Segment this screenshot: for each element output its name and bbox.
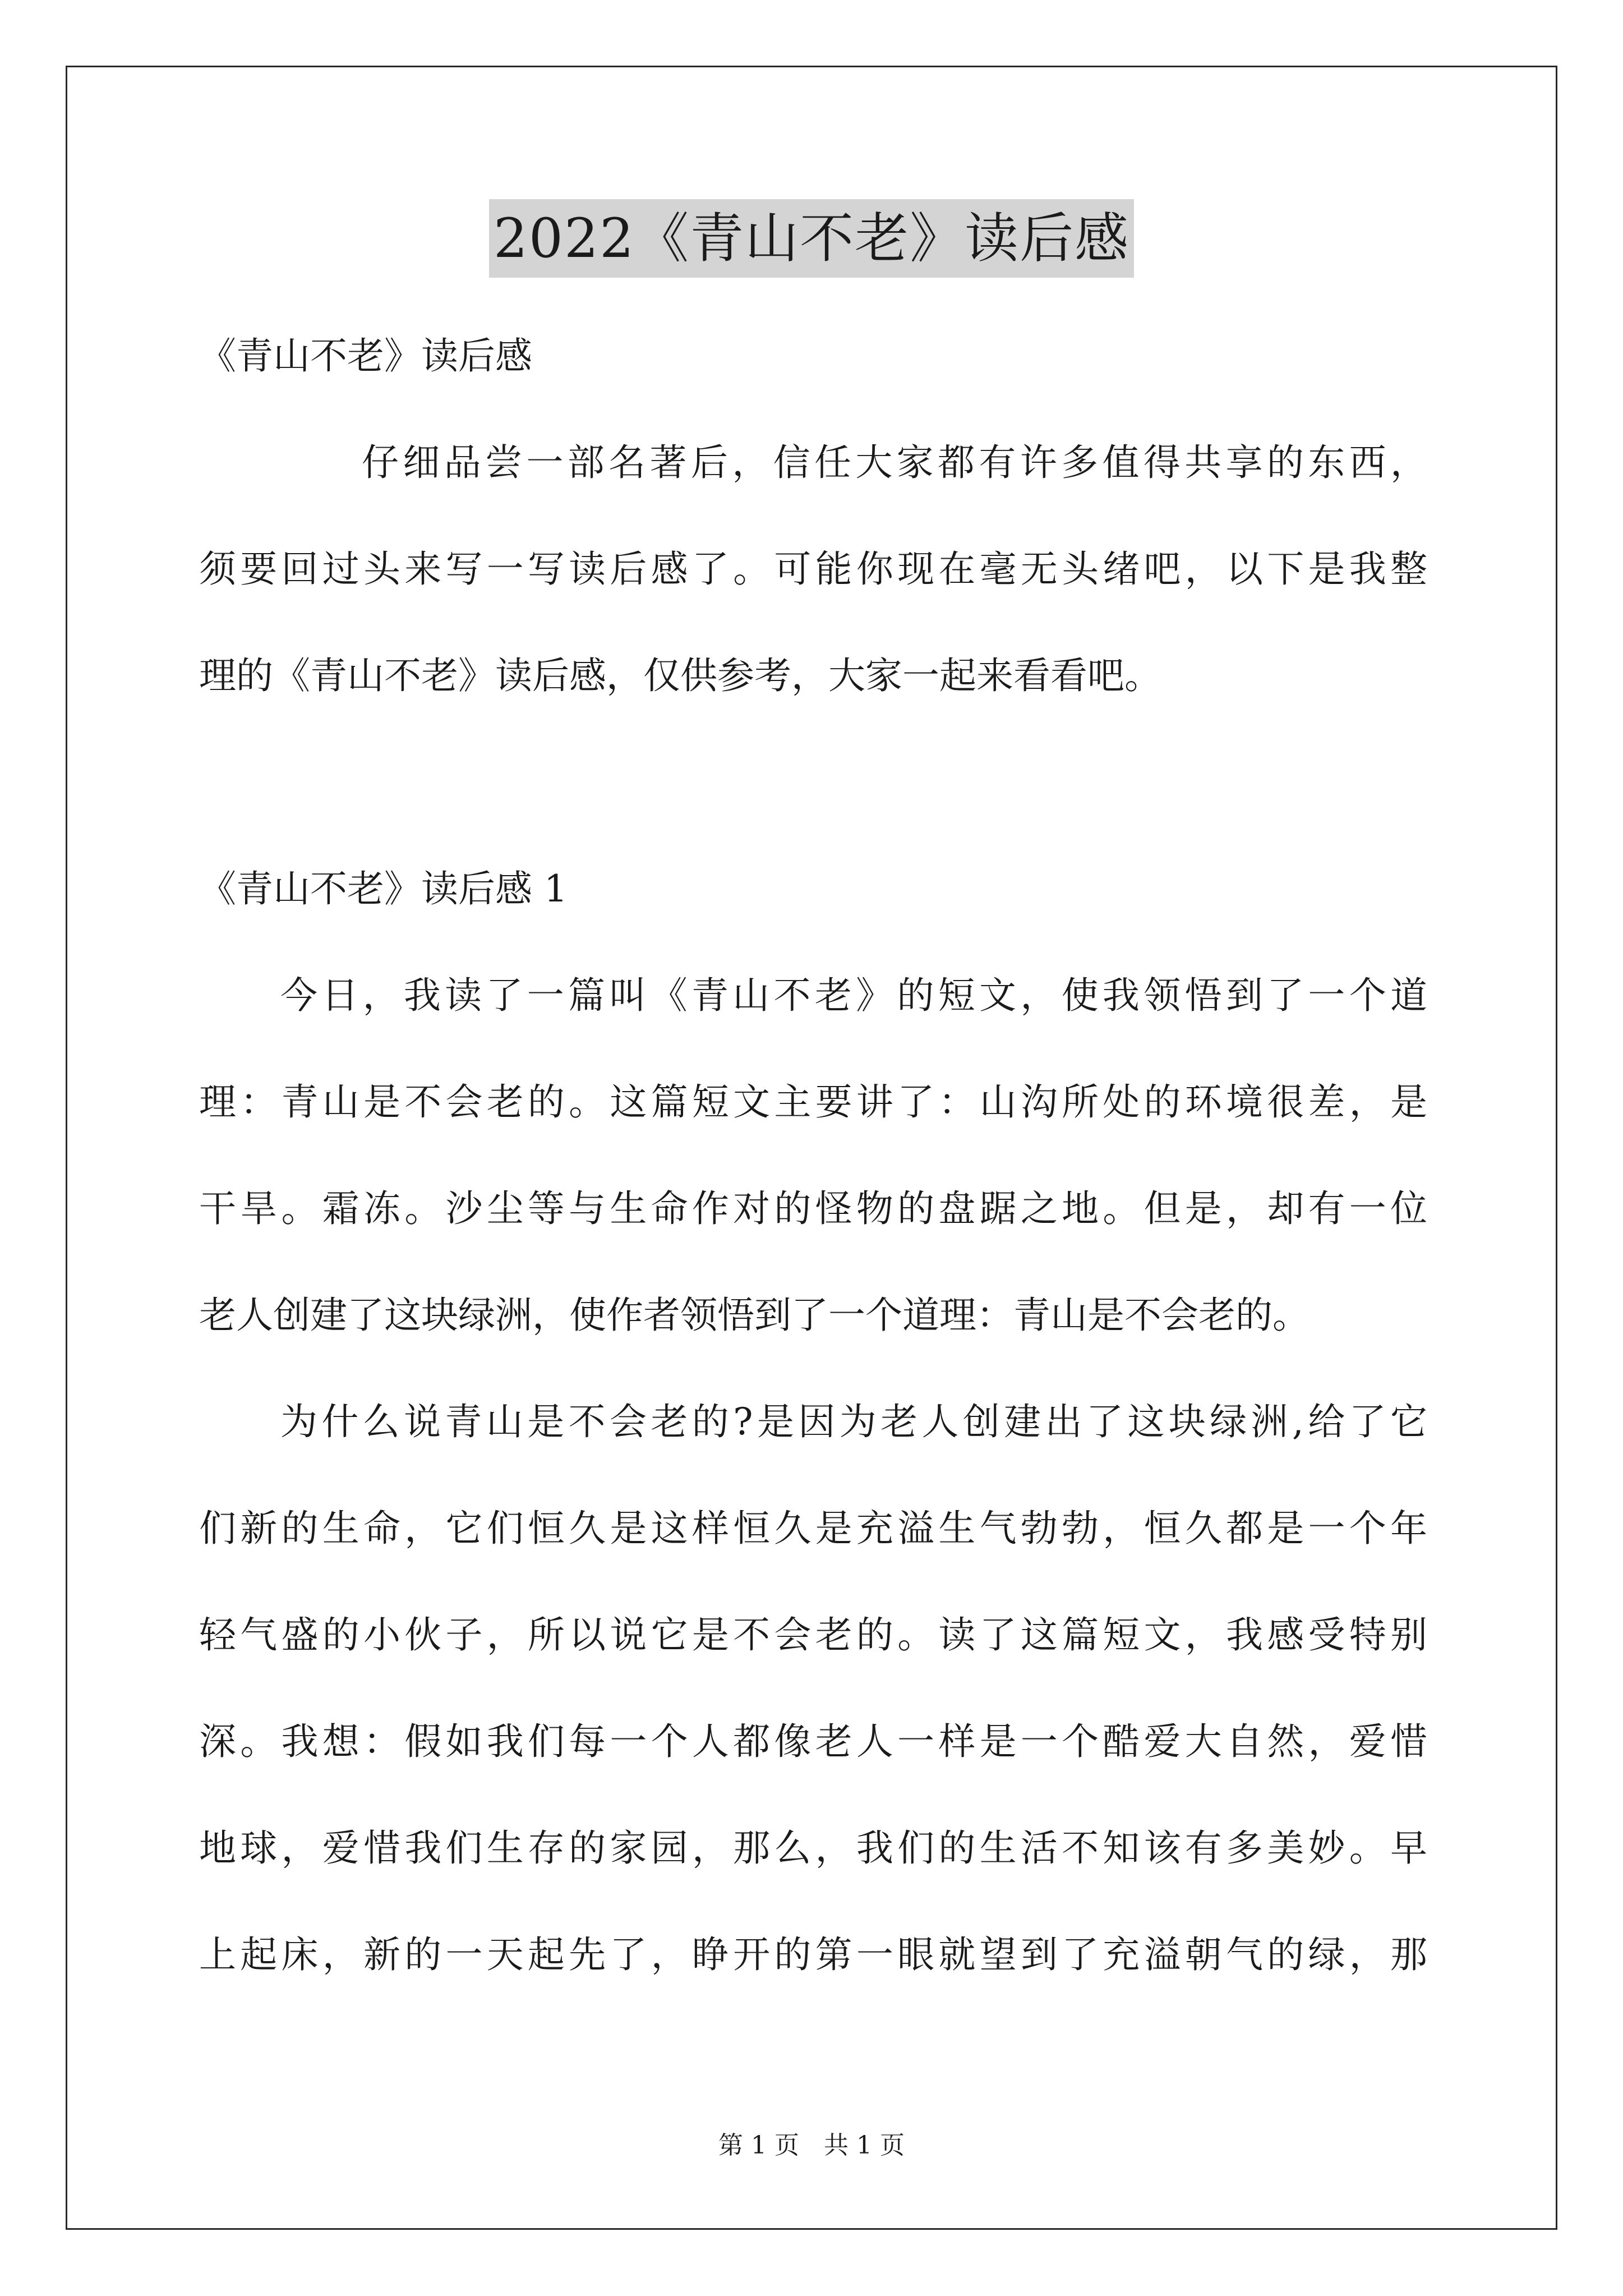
page-number-total: 共 1 页	[824, 2131, 905, 2160]
para1-line-3: 干旱。霜冻。沙尘等与生命作对的怪物的盘踞之地。但是，却有一位	[199, 1187, 1427, 1230]
para2-line-5: 地球，爱惜我们生存的家园，那么，我们的生活不知该有多美妙。早	[199, 1826, 1427, 1870]
para2-line-6: 上起床，新的一天起先了，睁开的第一眼就望到了充溢朝气的绿，那	[199, 1933, 1427, 1976]
para1-line-4: 老人创建了这块绿洲，使作者领悟到了一个道理：青山是不会老的。	[199, 1294, 1310, 1337]
intro-line-3: 理的《青山不老》读后感，仅供参考，大家一起来看看吧。	[199, 654, 1161, 697]
para2-line-4: 深。我想：假如我们每一个人都像老人一样是一个酷爱大自然，爱惜	[199, 1720, 1427, 1763]
page-number-current: 第 1 页	[718, 2131, 799, 2160]
paragraph-gap	[199, 729, 1427, 836]
title-container	[0, 199, 1623, 278]
document-body	[199, 303, 1427, 2008]
page-footer	[0, 2129, 1623, 2162]
para1-line-1: 今日，我读了一篇叫《青山不老》的短文，使我领悟到了一个道	[280, 974, 1427, 1017]
intro-line-2: 须要回过头来写一写读后感了。可能你现在毫无头绪吧，以下是我整	[199, 547, 1427, 591]
section-heading-1: 《青山不老》读后感 1	[199, 867, 568, 910]
para1-line-2: 理：青山是不会老的。这篇短文主要讲了：山沟所处的环境很差，是	[199, 1080, 1427, 1124]
para2-line-1: 为什么说青山是不会老的?是因为老人创建出了这块绿洲,给了它	[280, 1400, 1427, 1443]
intro-heading: 《青山不老》读后感	[199, 334, 532, 378]
para2-line-2: 们新的生命，它们恒久是这样恒久是充溢生气勃勃，恒久都是一个年	[199, 1507, 1427, 1550]
para2-line-3: 轻气盛的小伙子，所以说它是不会老的。读了这篇短文，我感受特别	[199, 1613, 1427, 1657]
document-title: 2022《青山不老》读后感	[489, 199, 1134, 278]
intro-line-1: 仔细品尝一部名著后，信任大家都有许多值得共享的东西，	[362, 441, 1427, 484]
